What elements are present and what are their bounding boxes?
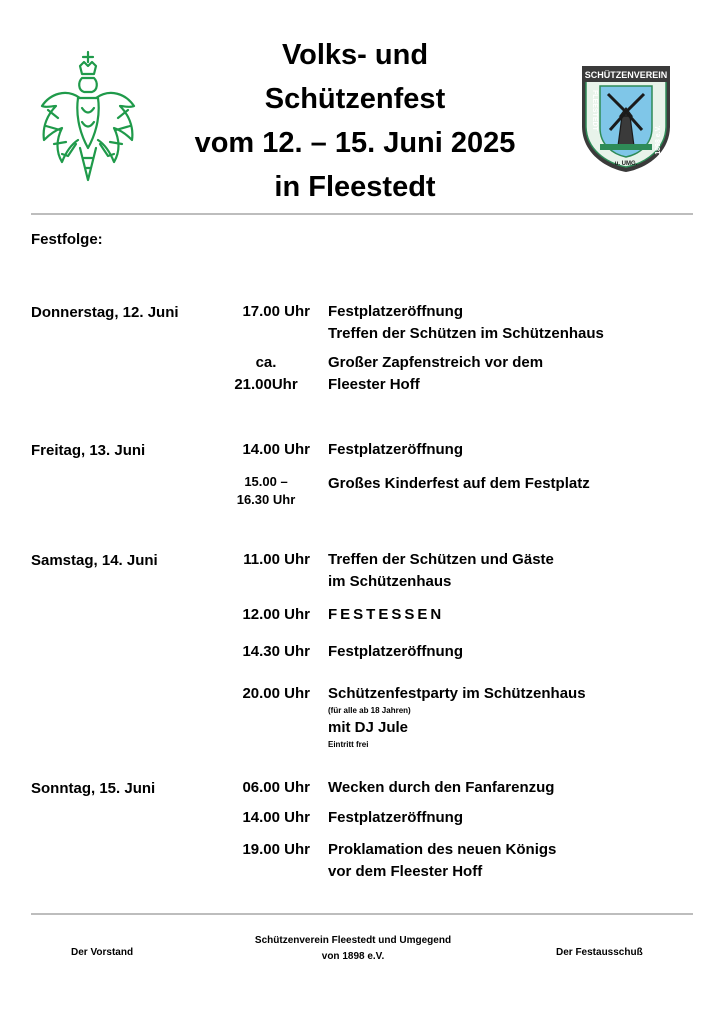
section-heading: Festfolge:: [31, 231, 103, 248]
event-saturday-1: [328, 549, 554, 593]
event-friday-2: Großes Kinderfest auf dem Festplatz: [328, 475, 590, 492]
footer-left-signature: Der Vorstand: [71, 947, 134, 958]
badge-left-text: FLEESTEDT: [591, 90, 598, 131]
event-line: Proklamation des neuen Königs: [328, 841, 557, 858]
footer-center-club: [222, 933, 484, 965]
event-line: Fleester Hoff: [328, 376, 420, 393]
event-friday-1: Festplatzeröffnung: [328, 441, 463, 458]
time-sunday-3: 19.00 Uhr: [242, 841, 310, 858]
footer-right-signature: Der Festausschuß: [556, 947, 643, 958]
top-divider: [31, 213, 693, 215]
badge-top-text: SCHÜTZENVEREIN: [584, 70, 668, 80]
time-saturday-3: 14.30 Uhr: [242, 643, 310, 660]
time-line: 21.00Uhr: [234, 376, 298, 393]
time-friday-1: 14.00 Uhr: [242, 441, 310, 458]
time-thursday-2: [222, 352, 310, 396]
event-sunday-2: Festplatzeröffnung: [328, 809, 463, 826]
time-saturday-4: 20.00 Uhr: [242, 685, 310, 702]
title-line-2: Schützenfest: [264, 83, 446, 115]
event-line: Festplatzeröffnung: [328, 303, 463, 320]
title-line-4: in Fleestedt: [274, 171, 436, 203]
event-sunday-1: Wecken durch den Fanfarenzug: [328, 779, 555, 796]
day-sunday: Sonntag, 15. Juni: [31, 780, 156, 797]
time-line: 15.00 –: [244, 474, 288, 489]
event-saturday-4: [328, 683, 586, 751]
event-line: Treffen der Schützen und Gäste: [328, 551, 554, 568]
footer-center-line: von 1898 e.V.: [321, 951, 385, 962]
event-thursday-1: [328, 301, 604, 345]
eagle-emblem-icon: [28, 48, 148, 188]
time-line: 16.30 Uhr: [236, 492, 296, 507]
time-sunday-2: 14.00 Uhr: [242, 809, 310, 826]
page-title: [150, 33, 560, 209]
badge-right-text: v. 1898 e.V.: [655, 125, 662, 162]
day-saturday: Samstag, 14. Juni: [31, 552, 158, 569]
time-friday-2: [222, 473, 310, 509]
event-line: im Schützenhaus: [328, 573, 452, 590]
time-saturday-1: 11.00 Uhr: [243, 551, 310, 568]
day-thursday: Donnerstag, 12. Juni: [31, 304, 179, 321]
event-saturday-2: FESTESSEN: [328, 606, 445, 623]
footer-center-line: Schützenverein Fleestedt und Umgegend: [254, 935, 452, 946]
event-sunday-3: [328, 839, 556, 883]
event-line: Treffen der Schützen im Schützenhaus: [328, 325, 604, 342]
time-sunday-1: 06.00 Uhr: [242, 779, 310, 796]
time-line: ca.: [255, 354, 277, 371]
event-line: Schützenfestparty im Schützenhaus: [328, 685, 586, 702]
event-line: vor dem Fleester Hoff: [328, 863, 483, 880]
event-saturday-3: Festplatzeröffnung: [328, 643, 463, 660]
club-badge-logo: [578, 62, 674, 174]
event-note: (für alle ab 18 Jahren): [328, 706, 411, 715]
event-note: Eintritt frei: [328, 740, 369, 749]
time-saturday-2: 12.00 Uhr: [242, 606, 310, 623]
event-thursday-2: [328, 352, 543, 396]
day-friday: Freitag, 13. Juni: [31, 442, 146, 459]
time-thursday-1: 17.00 Uhr: [242, 303, 310, 320]
badge-bottom-text: u. UMG.: [614, 161, 638, 167]
title-line-1: Volks- und: [281, 39, 429, 71]
event-line: mit DJ Jule: [328, 719, 409, 736]
event-line: Großer Zapfenstreich vor dem: [328, 354, 544, 371]
bottom-divider: [31, 913, 693, 915]
title-line-3: vom 12. – 15. Juni 2025: [194, 127, 516, 159]
